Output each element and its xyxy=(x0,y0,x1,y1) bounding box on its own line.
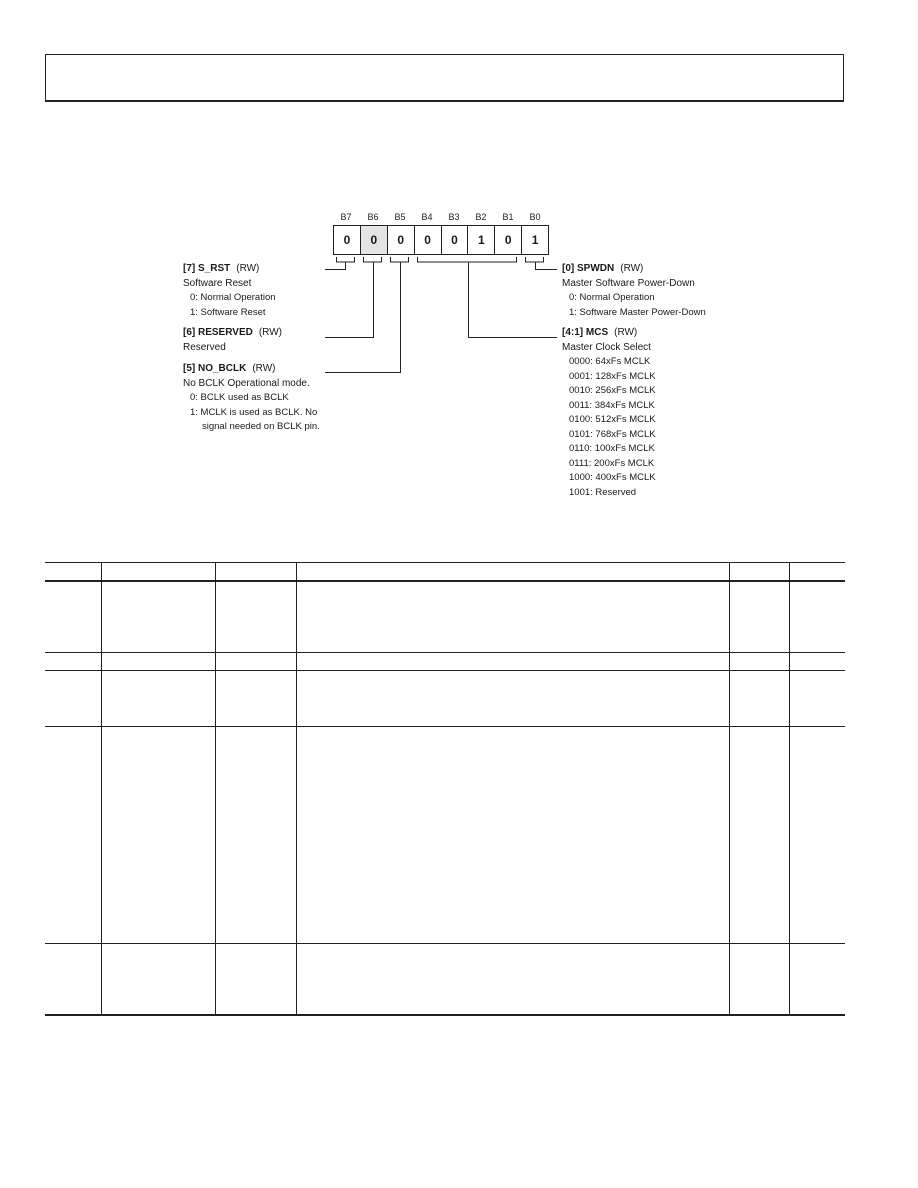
field-spwdn-option-0: 0: Normal Operation xyxy=(569,292,655,303)
field-no-bclk xyxy=(183,362,320,435)
field-reserved-name: [6] RESERVED xyxy=(183,327,253,338)
field-no-bclk-option-cont: signal needed on BCLK pin. xyxy=(202,421,320,432)
field-spwdn-name: [0] SPWDN xyxy=(562,263,615,274)
bit-label-b1: B1 xyxy=(502,212,514,222)
table-bottom-border xyxy=(45,1014,845,1016)
field-s-rst-desc: Software Reset xyxy=(183,277,252,289)
field-mcs xyxy=(562,326,656,500)
bracket-b6 xyxy=(364,257,382,262)
field-s-rst-option-0: 0: Normal Operation xyxy=(190,292,276,303)
field-mcs-option-7: 0111: 200xFs MCLK xyxy=(569,457,655,469)
field-mcs-name: [4:1] MCS xyxy=(562,327,609,338)
table-row xyxy=(45,652,845,653)
field-mcs-option-4: 0100: 512xFs MCLK xyxy=(569,414,656,425)
table-column-divider xyxy=(101,563,102,1015)
bit-label-b5: B5 xyxy=(394,212,406,222)
field-reserved-access: (RW) xyxy=(258,327,282,338)
field-no-bclk-option-0: 0: BCLK used as BCLK xyxy=(190,392,289,403)
field-no-bclk-desc: No BCLK Operational mode. xyxy=(183,377,310,389)
field-spwdn-access: (RW) xyxy=(620,263,644,274)
field-s-rst xyxy=(183,262,276,320)
leader-s-rst xyxy=(325,262,346,270)
field-mcs-option-0: 0000: 64xFs MCLK xyxy=(569,356,651,367)
field-s-rst-name: [7] S_RST xyxy=(183,263,231,274)
bit-value-b2: 1 xyxy=(468,226,495,254)
field-reserved xyxy=(183,326,282,355)
bit-value-b0: 1 xyxy=(531,233,539,247)
bit-label-b6: B6 xyxy=(367,212,379,222)
bit-label-b4: B4 xyxy=(421,212,433,222)
field-mcs-option-8: 1000: 400xFs MCLK xyxy=(569,472,656,483)
table-row xyxy=(45,726,845,727)
bit-value-b6: 0 xyxy=(361,226,388,254)
bracket-b0 xyxy=(526,257,544,262)
field-no-bclk-access: (RW) xyxy=(252,363,276,374)
field-mcs-option-9: 1001: Reserved xyxy=(569,486,637,498)
bit-value-b3: 0 xyxy=(442,226,469,254)
bracket-b5 xyxy=(391,257,409,262)
bracket-b4-b1 xyxy=(418,257,517,262)
field-mcs-access: (RW) xyxy=(614,327,638,338)
bit-value-b5: 0 xyxy=(388,226,415,254)
bit-label-b3: B3 xyxy=(448,212,460,222)
bracket-b7 xyxy=(337,257,355,262)
table-column-divider xyxy=(789,563,790,1015)
field-no-bclk-name: [5] NO_BCLK xyxy=(183,363,247,374)
field-no-bclk-option-1: 1: MCLK is used as BCLK. No xyxy=(190,406,318,418)
bit-label-b7: B7 xyxy=(340,212,352,222)
table-column-divider xyxy=(729,563,730,1015)
table-column-divider xyxy=(296,563,297,1015)
table-header-row xyxy=(45,580,845,582)
field-s-rst-access: (RW) xyxy=(236,263,260,274)
bit-label-b2: B2 xyxy=(475,212,487,222)
leader-mcs xyxy=(469,262,558,338)
leader-no-bclk xyxy=(325,262,401,373)
field-mcs-option-3: 0011: 384xFs MCLK xyxy=(569,399,655,411)
bit-value-b1: 0 xyxy=(495,226,522,254)
bit-value-b4: 0 xyxy=(415,226,442,254)
field-mcs-option-1: 0001: 128xFs MCLK xyxy=(569,370,656,382)
field-mcs-option-2: 0010: 256xFs MCLK xyxy=(569,385,656,396)
table-column-divider xyxy=(215,563,216,1015)
field-s-rst-option-1: 1: Software Reset xyxy=(190,306,266,318)
field-spwdn xyxy=(562,262,706,320)
field-mcs-option-5: 0101: 768xFs MCLK xyxy=(569,428,656,440)
leader-spwdn xyxy=(536,262,558,270)
table-row xyxy=(45,670,845,671)
bit-label-b0: B0 xyxy=(529,212,541,222)
table-row xyxy=(45,943,845,944)
leader-reserved xyxy=(325,262,374,338)
field-spwdn-option-1: 1: Software Master Power-Down xyxy=(569,306,706,318)
field-spwdn-desc: Master Software Power-Down xyxy=(562,277,695,289)
field-mcs-desc: Master Clock Select xyxy=(562,341,651,353)
bit-value-b7: 0 xyxy=(334,226,361,254)
field-reserved-desc: Reserved xyxy=(183,341,226,353)
field-mcs-option-6: 0110: 100xFs MCLK xyxy=(569,443,655,454)
table-top-border xyxy=(45,562,845,563)
